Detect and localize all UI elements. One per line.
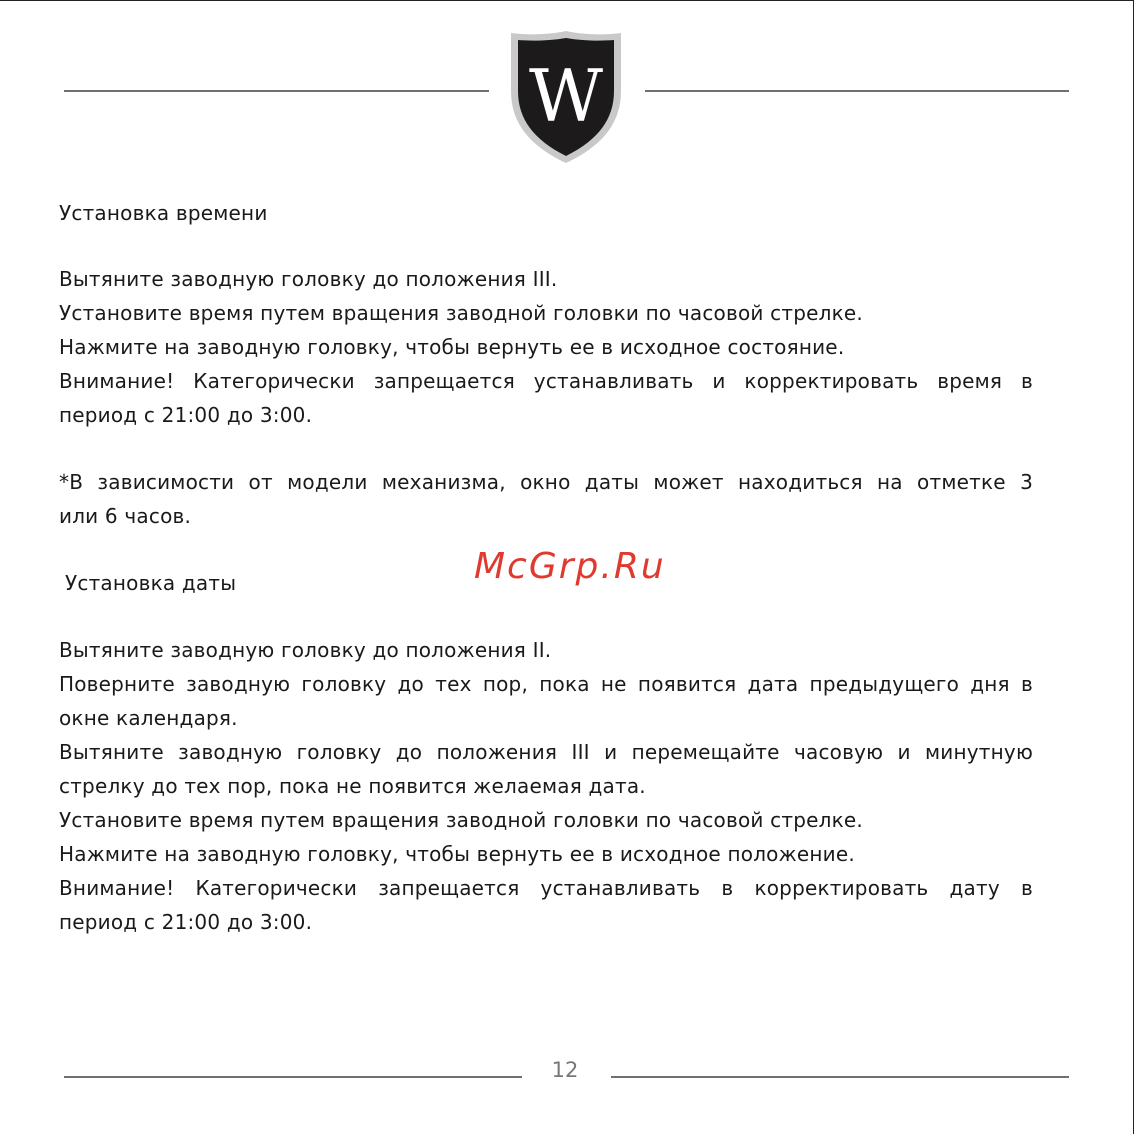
instruction-line: Вытяните заводную головку до положения III.	[59, 267, 558, 291]
instruction-line: Нажмите на заводную головку, чтобы вернуть ее в исходное состояние.	[59, 335, 845, 359]
date-window-note	[59, 465, 1033, 533]
section-heading-date	[65, 566, 1039, 600]
warning-line: Внимание! Категорически запрещается устанавливать и корректировать время в	[59, 369, 1033, 393]
page-number: 12	[551, 1058, 579, 1082]
heading-text: Установка даты	[65, 571, 237, 595]
logo-letter: W	[528, 54, 604, 138]
watermark-text: McGrp.Ru	[474, 546, 666, 587]
footer-divider-right	[611, 1076, 1069, 1078]
warning-line: Внимание! Категорически запрещается устанавливать в корректировать дату в	[59, 876, 1033, 900]
instruction-line: Установите время путем вращения заводной головки по часовой стрелке.	[59, 808, 863, 832]
instruction-line: Установите время путем вращения заводной головки по часовой стрелке.	[59, 301, 863, 325]
warning-line: период с 21:00 до 3:00.	[59, 910, 313, 934]
brand-shield-logo	[508, 29, 624, 165]
note-line: или 6 часов.	[59, 504, 192, 528]
header-divider-left	[64, 90, 489, 92]
instruction-line: Нажмите на заводную головку, чтобы вернуть ее в исходное положение.	[59, 842, 855, 866]
header-divider-right	[645, 90, 1069, 92]
note-line: *В зависимости от модели механизма, окно даты может находиться на отметке 3	[59, 470, 1033, 494]
footer-divider-left	[64, 1076, 522, 1078]
instruction-line: окне календаря.	[59, 706, 238, 730]
date-instructions	[59, 633, 1033, 939]
warning-line: период с 21:00 до 3:00.	[59, 403, 313, 427]
instruction-line: Вытяните заводную головку до положения II.	[59, 638, 552, 662]
section-heading-time	[59, 196, 1033, 230]
instruction-line: Вытяните заводную головку до положения III и перемещайте часовую и минутную	[59, 740, 1033, 764]
instruction-line: Поверните заводную головку до тех пор, пока не появится дата предыдущего дня в	[59, 672, 1033, 696]
time-instructions	[59, 262, 1033, 432]
heading-text: Установка времени	[59, 201, 268, 225]
instruction-line: стрелку до тех пор, пока не появится желаемая дата.	[59, 774, 646, 798]
